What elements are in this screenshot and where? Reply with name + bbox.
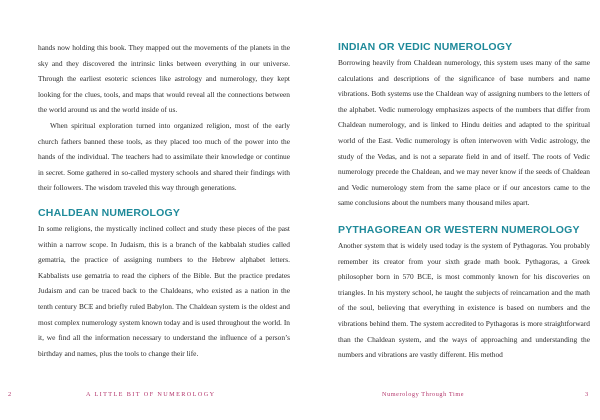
- body-paragraph: Another system that is widely used today is the system of Pythagoras. You probably remember its creator from your sixth grade math book. Pythagoras, a Greek philosopher born in 570 BCE, is most commonly known for his discoveries on triangles. In his mystery school, he taught the subjects of reincarnation and the math of the soul, believing that everything in existence is based on numbers and the vibrations behind them. The system accredited to Pythagoras is more straightforward than the Chaldean system, and the ways of approaching and understanding the numbers and vibrations are vastly different. His method: [338, 240, 590, 360]
- section-heading-chaldean: CHALDEAN NUMEROLOGY: [38, 206, 181, 219]
- body-paragraph: When spiritual exploration turned into organized religion, most of the early church fathers banned these tools, as they placed too much of the power into the hands of the individual. The teachers had to assimilate their knowledge or continue in secret. Some gathered in so-called mystery schools and shared their findings with their followers. The wisdom traveled this way through generations.: [38, 120, 290, 193]
- body-paragraph: In some religions, the mystically inclined collect and study these pieces of the past within a narrow scope. In Judaism, this is a branch of the kabbalah studies called gematria, the practice of assigning numbers to the Hebrew alphabet letters. Kabbalists use gematria to read the ciphers of the Bible. But the practice predates Judaism and can be traced back to the Chaldeans, who existed as a nation in the tenth century BCE and briefly ruled Babylon. The Chaldean system is the oldest and most complex numerology system known today and is used throughout the world. In it, we find all the information necessary to understand the influence of a person’s birthday and names, plus the tools to change their life.: [38, 223, 290, 358]
- running-footer-chapter-title: Numerology Through Time: [382, 391, 465, 398]
- right-page: [300, 0, 600, 420]
- body-paragraph: hands now holding this book. They mapped out the movements of the planets in the sky and they discovered the intrinsic links between everything in our universe. Through the earliest esoteric sciences like astrology and numerology, they kept looking for the clues, tools, and maps that would reveal all the connections between the world around us and the world inside of us.: [38, 43, 290, 115]
- page-number: 2: [8, 391, 12, 398]
- running-footer-book-title: A LITTLE BIT OF NUMEROLOGY: [86, 391, 216, 398]
- page-number: 3: [585, 391, 589, 398]
- left-text-column: [38, 40, 290, 361]
- section-heading-pythagorean: PYTHAGOREAN OR WESTERN NUMEROLOGY: [338, 223, 580, 236]
- right-text-column: [338, 40, 590, 363]
- body-paragraph: Borrowing heavily from Chaldean numerology, this system uses many of the same calculations and descriptions of the significance of base numbers and name vibrations. Both systems use the Chaldean way of assigning numbers to the letters of the alphabet. Vedic numerology emphasizes aspects of the numbers that differ from Chaldean numerology, and is linked to Hindu deities and adapted to the spiritual world of the East. Vedic numerology is often interwoven with Vedic astrology, the study of the Vedas, and is not a separate field in and of itself. The roots of Vedic numerology precede the Chaldean, and we may never know if the seeds of Chaldean and Vedic numerology stem from the same place or if our ancestors came to the same conclusions about the numbers many thousand miles apart.: [338, 58, 590, 208]
- section-heading-vedic: INDIAN OR VEDIC NUMEROLOGY: [338, 41, 513, 53]
